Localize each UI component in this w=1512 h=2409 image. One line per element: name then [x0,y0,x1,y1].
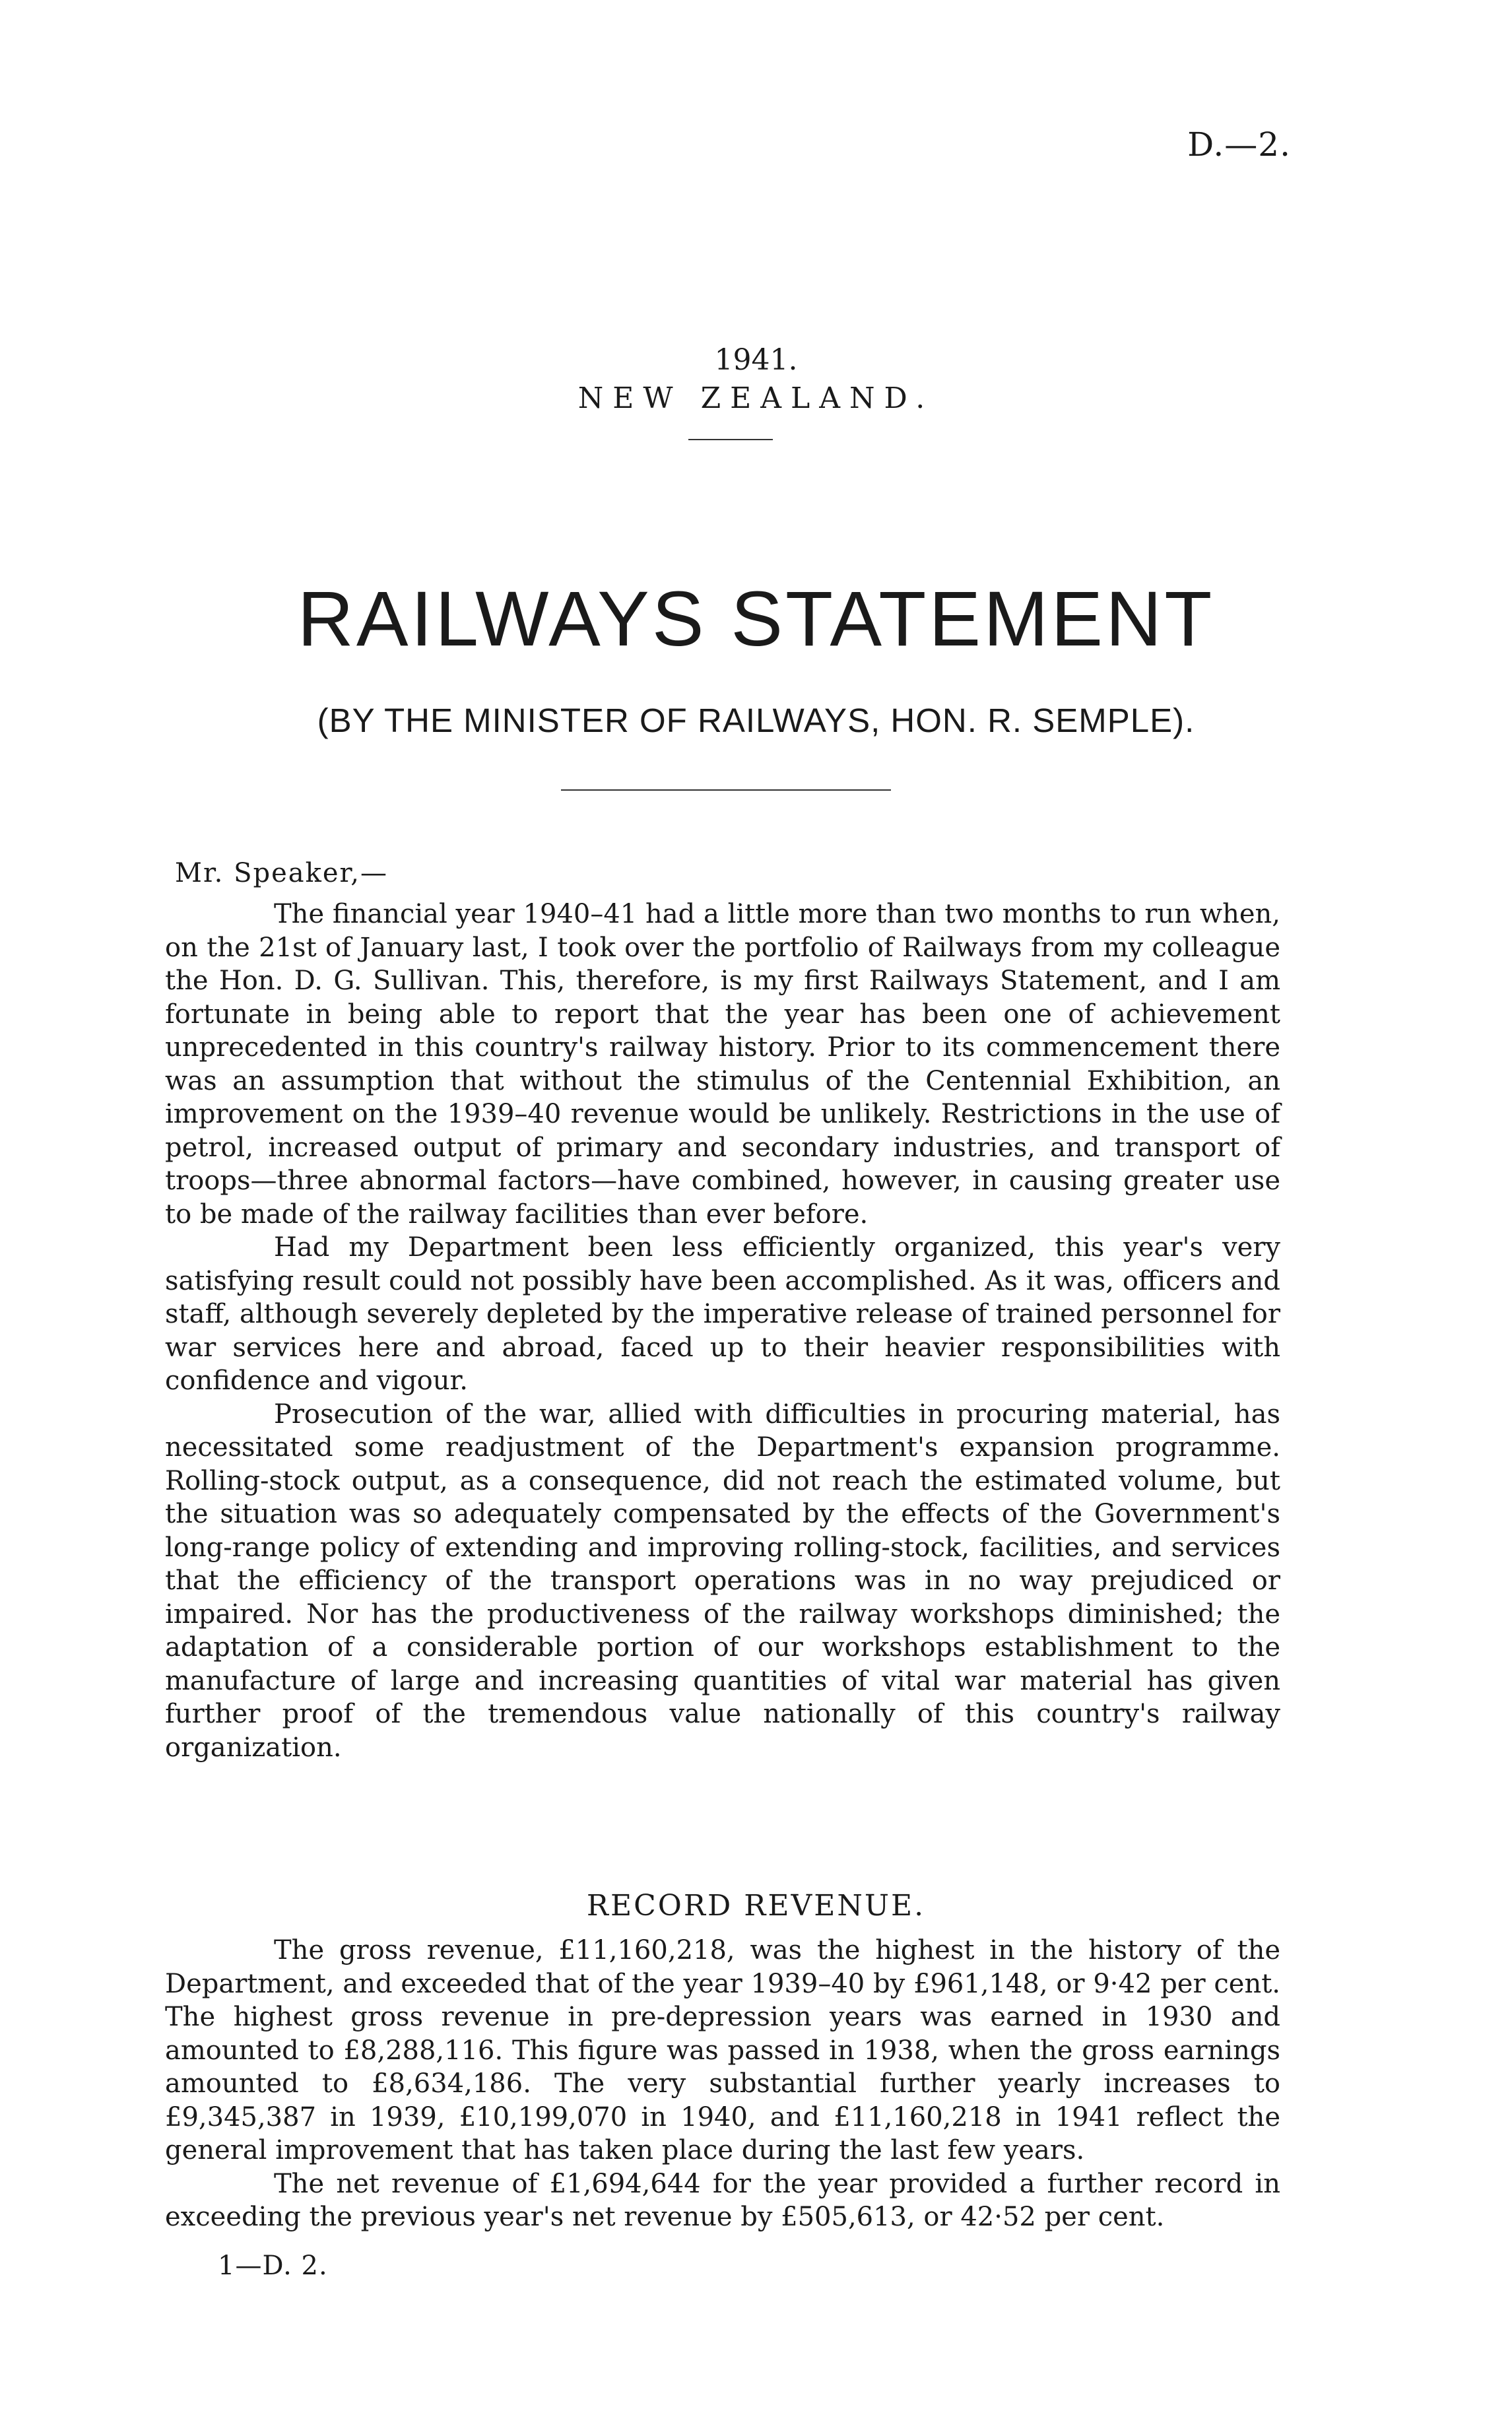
paragraph: Prosecution of the war, allied with difficulties in procuring material, has necessitated some readjustment of the Department's expansion programme. Rolling-stock output, as a consequence, did not reach the estimated volume, but the situation was so adequately compensated by the effects of the Government's long-range policy of extending and improving rolling-stock, facilities, and services that the efficiency of the transport operations was in no way prejudiced or impaired. Nor has the productiveness of the railway workshops diminished; the adaptation of a considerable portion of our workshops establishment to the manufacture of large and increasing quantities of vital war material has given further proof of the tremendous value nationally of this country's railway organization. [165,1399,1280,1763]
paragraph: The net revenue of £1,694,644 for the year provided a further record in exceeding the previous year's net revenue by £505,613, or 42·52 per cent. [165,2168,1280,2232]
document-title: RAILWAYS STATEMENT [297,576,1215,663]
salutation: Mr. Speaker,— [175,858,388,888]
paragraph: The gross revenue, £11,160,218, was the highest in the history of the Department, and exceeded that of the year 1939–40 by £961,148, or 9·42 per cent. The highest gross revenue in pre-depression years was earned in 1930 and amounted to £8,288,116. This figure was passed in 1938, when the gross earnings amounted to £8,634,186. The very substantial further yearly increases to £9,345,387 in 1939, £10,199,070 in 1940, and £11,160,218 in 1941 reflect the general improvement that has taken place during the last few years. [165,1935,1280,2165]
section-text [165,1934,1280,2234]
paragraph: The financial year 1940–41 had a little more than two months to run when, on the 21st of January last, I took over the portfolio of Railways from my colleague the Hon. D. G. Sullivan. This, therefore, is my first Railways Statement, and I am fortunate in being able to report that the year has been one of achievement unprecedented in this country's railway history. Prior to its commencement there was an assumption that without the stimulus of the Centennial Exhibition, an improvement on the 1939–40 revenue would be unlikely. Restrictions in the use of petrol, increased output of primary and secondary industries, and transport of troops—three abnormal factors—have combined, however, in causing greater use to be made of the railway facilities than ever before. [165,899,1280,1230]
page-reference: D.—2. [1187,125,1291,164]
title-rule [561,789,891,791]
masthead-country: NEW ZEALAND. [577,381,935,415]
signature-reference: 1—D. 2. [218,2251,328,2281]
section-heading: RECORD REVENUE. [586,1889,926,1923]
document-subtitle: (BY THE MINISTER OF RAILWAYS, HON. R. SEMPLE). [317,702,1195,739]
masthead-rule [688,439,773,440]
paragraph: Had my Department been less efficiently organized, this year's very satisfying result could not possibly have been accomplished. As it was, officers and staff, although severely depleted by the imperative release of trained personnel for war services here and abroad, faced up to their heavier responsibilities with confidence and vigour. [165,1232,1280,1396]
intro-text [165,898,1280,1764]
masthead-year: 1941. [714,343,798,377]
